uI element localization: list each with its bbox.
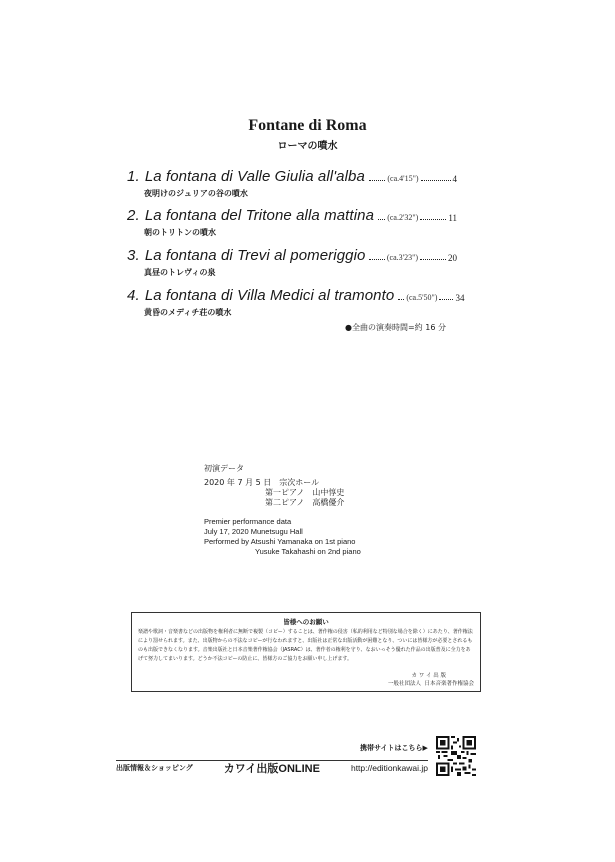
item-title: La fontana di Trevi al pomeriggio	[144, 247, 366, 264]
footer-info: 出版情報＆ショッピング	[116, 764, 193, 772]
item-page: 4	[452, 174, 457, 184]
total-time: ●全曲の演奏時間=約 16 分	[345, 323, 446, 332]
notice-association	[388, 679, 474, 687]
item-duration: (ca.2'32")	[387, 213, 419, 222]
premiere-piano1-jp: 第一ピアノ 山中惇史	[265, 488, 345, 497]
score-title: Fontane di Roma	[248, 117, 367, 134]
leader-dots	[439, 299, 453, 300]
item-subtitle: 夜明けのジュリアの谷の噴水	[144, 188, 248, 198]
leader-dots	[378, 219, 385, 220]
item-subtitle: 真昼のトレヴィの泉	[144, 267, 216, 277]
brand-logo[interactable]: カワイ出版ONLINE	[223, 763, 320, 775]
item-subtitle: 朝のトリトンの噴水	[144, 227, 216, 237]
footer-bar	[116, 760, 428, 775]
item-page: 20	[448, 253, 457, 263]
premiere-performer2-en: Yusuke Takahashi on 2nd piano	[255, 547, 361, 556]
notice-heading: 皆様へのお願い	[283, 618, 329, 626]
item-number: 1.	[127, 168, 140, 185]
item-duration: (ca.3'23")	[386, 253, 418, 262]
leader-dots	[420, 259, 446, 260]
item-title: La fontana del Tritone alla mattina	[144, 207, 375, 224]
item-title: La fontana di Villa Medici al tramonto	[144, 287, 395, 304]
score-subtitle: ローマの噴水	[277, 141, 338, 152]
notice-association-name: 日本音楽著作権協会	[424, 681, 474, 687]
item-duration: (ca.5'50")	[406, 293, 438, 302]
notice-body: 楽譜や歌詞・音楽書などの出版物を権利者に無断で複製（コピー）することは、著作権の侵害（私的利用など特別な場合を除く）にあたり、著作権法により罰せられます。また、出版物からの不法なコピーが行なわれますと、出版社は正常な出版活動が困難となり、ついには皆様方が必要とされるものも出版できなくなります。音楽出版社と日本音楽著作権協会（JASRAC）は、著作者の権利を守り、なおいっそう優れた作品の出版普及に全力をあげて努力してまいります。どうか不法コピーの防止に、皆様方のご協力をお願い申し上げます。	[138, 629, 473, 662]
item-number: 3.	[127, 247, 140, 264]
item-page: 34	[455, 293, 465, 303]
item-title: La fontana di Valle Giulia all'alba	[144, 168, 365, 185]
leader-dots	[420, 219, 446, 220]
leader-dots	[369, 259, 384, 260]
premiere-heading-en: Premier performance data	[204, 517, 292, 526]
leader-dots	[398, 299, 404, 300]
leader-dots	[421, 180, 451, 181]
contents-item	[127, 245, 457, 278]
premiere-performer1-en: Performed by Atsushi Yamanaka on 1st piano	[204, 537, 356, 546]
premiere-piano2-jp: 第二ピアノ 高橋優介	[265, 498, 345, 507]
notice-publisher: カ ワ イ 出 版	[411, 673, 446, 679]
item-subtitle: 黄昏のメディチ荘の噴水	[144, 307, 232, 317]
mobile-site-link[interactable]: 携帯サイトはこちら▶	[360, 744, 428, 752]
notice-association-prefix: 一般社団法人	[387, 681, 421, 687]
item-number: 4.	[127, 287, 140, 304]
premiere-date-jp: 2020 年 7 月 5 日 宗次ホール	[204, 478, 320, 487]
contents-item	[127, 166, 457, 199]
footer-url[interactable]: http://editionkawai.jp	[350, 763, 428, 773]
leader-dots	[369, 180, 385, 181]
premiere-heading-jp: 初演データ	[204, 464, 244, 473]
contents-item	[127, 285, 465, 318]
contents-item	[127, 205, 457, 238]
copyright-notice	[131, 612, 481, 692]
item-duration: (ca.4'15")	[387, 174, 419, 183]
item-number: 2.	[127, 207, 140, 224]
premiere-date-en: July 17, 2020 Munetsugu Hall	[204, 527, 303, 536]
item-page: 11	[448, 213, 457, 223]
qr-code-icon[interactable]	[436, 736, 476, 776]
